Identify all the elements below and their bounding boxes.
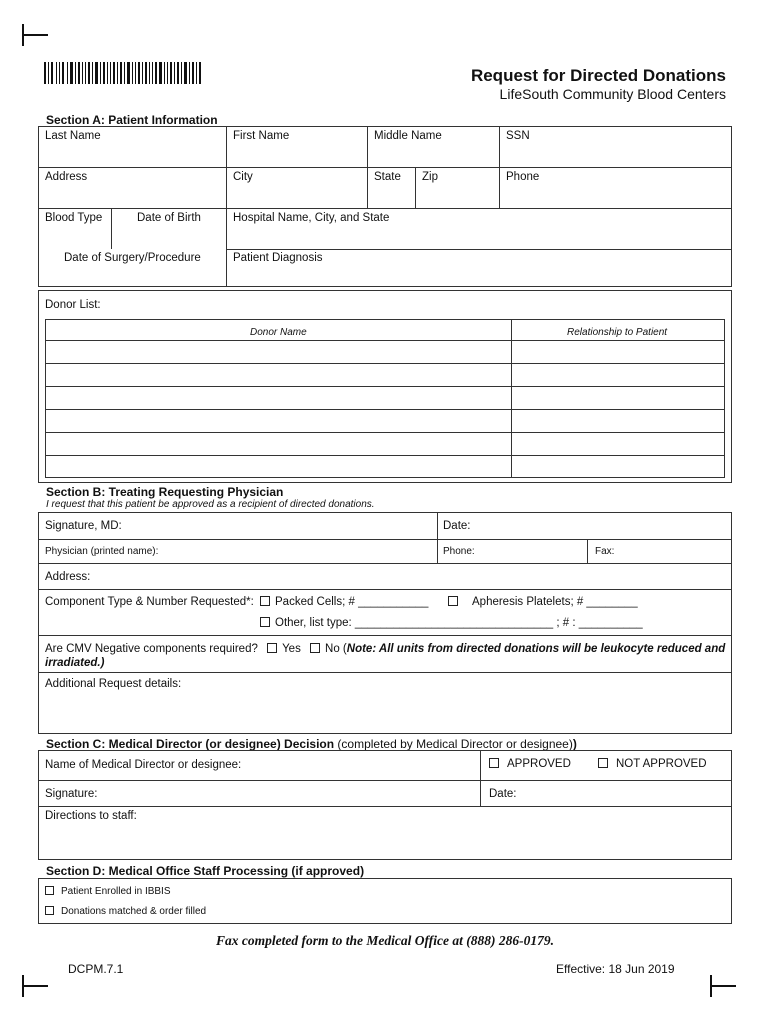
physician-name-field[interactable]: Physician (printed name): xyxy=(45,546,159,557)
section-b-subtitle: I request that this patient be approved as a recipient of directed donations. xyxy=(46,499,375,510)
director-signature-field[interactable]: Signature: xyxy=(45,788,98,800)
director-date-field[interactable]: Date: xyxy=(489,788,517,800)
city-field[interactable]: City xyxy=(233,171,253,183)
other-option[interactable]: Other, list type: _______________________________ ; # : __________ xyxy=(260,617,643,629)
zip-field[interactable]: Zip xyxy=(422,171,438,183)
approved-checkbox[interactable] xyxy=(489,758,499,768)
relationship-header: Relationship to Patient xyxy=(567,327,668,338)
staff-processing-box xyxy=(38,878,732,924)
state-field[interactable]: State xyxy=(374,171,401,183)
section-c-suffix: (completed by Medical Director or designee) xyxy=(334,737,573,751)
middle-name-field[interactable]: Middle Name xyxy=(374,130,442,142)
hospital-field[interactable]: Hospital Name, City, and State xyxy=(233,212,390,224)
diagnosis-field[interactable]: Patient Diagnosis xyxy=(233,252,323,264)
first-name-field[interactable]: First Name xyxy=(233,130,290,142)
blood-type-field[interactable]: Blood Type xyxy=(45,212,103,224)
apheresis-checkbox[interactable] xyxy=(448,596,458,606)
enrolled-checkbox[interactable] xyxy=(45,886,54,895)
ssn-field[interactable]: SSN xyxy=(506,130,530,142)
cmv-yes-checkbox[interactable] xyxy=(267,643,277,653)
section-b-title: Section B: Treating Requesting Physician xyxy=(46,485,284,499)
donor-list-label: Donor List: xyxy=(45,299,101,311)
apheresis-option[interactable]: Apheresis Platelets; # ________ xyxy=(448,596,638,608)
not-approved-checkbox[interactable] xyxy=(598,758,608,768)
packed-cells-checkbox[interactable] xyxy=(260,596,270,606)
cmv-no-checkbox[interactable] xyxy=(310,643,320,653)
section-c-title: Section C: Medical Director (or designee) Decision (completed by Medical Director or designee)) xyxy=(46,737,577,751)
director-name-field[interactable]: Name of Medical Director or designee: xyxy=(45,759,242,771)
doc-code: DCPM.7.1 xyxy=(68,962,124,976)
date-of-surgery-field[interactable]: Date of Surgery/Procedure xyxy=(64,252,201,264)
section-d-title: Section D: Medical Office Staff Processing (if approved) xyxy=(46,864,365,878)
matched-option[interactable]: Donations matched & order filled xyxy=(45,906,206,917)
date-of-birth-field[interactable]: Date of Birth xyxy=(137,212,201,224)
packed-cells-option[interactable]: Packed Cells; # ___________ xyxy=(260,596,428,608)
section-a-title: Section A: Patient Information xyxy=(46,113,218,127)
not-approved-option[interactable]: NOT APPROVED xyxy=(598,758,707,770)
component-type-label: Component Type & Number Requested*: xyxy=(45,596,254,608)
org-name: LifeSouth Community Blood Centers xyxy=(499,86,726,102)
physician-fax-field[interactable]: Fax: xyxy=(595,546,615,557)
last-name-field[interactable]: Last Name xyxy=(45,130,101,142)
cmv-note-cont: irradiated.) xyxy=(45,657,105,669)
approved-option[interactable]: APPROVED xyxy=(489,758,571,770)
cmv-note: Note: All units from directed donations will be leukocyte reduced and xyxy=(346,643,726,655)
additional-details-field[interactable]: Additional Request details: xyxy=(45,678,182,690)
fax-instruction: Fax completed form to the Medical Office at (888) 286-0179. xyxy=(216,933,554,948)
other-checkbox[interactable] xyxy=(260,617,270,627)
matched-checkbox[interactable] xyxy=(45,906,54,915)
enrolled-option[interactable]: Patient Enrolled in IBBIS xyxy=(45,886,171,897)
form-title: Request for Directed Donations xyxy=(470,66,726,85)
corner-mark-bottom-left-h xyxy=(22,985,48,987)
address-field[interactable]: Address xyxy=(45,171,88,183)
barcode-icon xyxy=(44,62,202,84)
donor-name-header: Donor Name xyxy=(250,327,307,338)
physician-address-field[interactable]: Address: xyxy=(45,571,91,583)
phone-field[interactable]: Phone xyxy=(506,171,540,183)
corner-mark-top-left-h xyxy=(22,34,48,36)
cmv-question: Are CMV Negative components required? Yes No (Note: All units from directed donations will be leukocyte reduced and xyxy=(45,643,726,655)
physician-phone-field[interactable]: Phone: xyxy=(443,546,475,557)
directions-field[interactable]: Directions to staff: xyxy=(45,810,137,822)
physician-date-field[interactable]: Date: xyxy=(443,520,471,532)
signature-md-field[interactable]: Signature, MD: xyxy=(45,520,122,532)
corner-mark-bottom-right-h xyxy=(710,985,736,987)
effective-date: Effective: 18 Jun 2019 xyxy=(556,962,675,976)
